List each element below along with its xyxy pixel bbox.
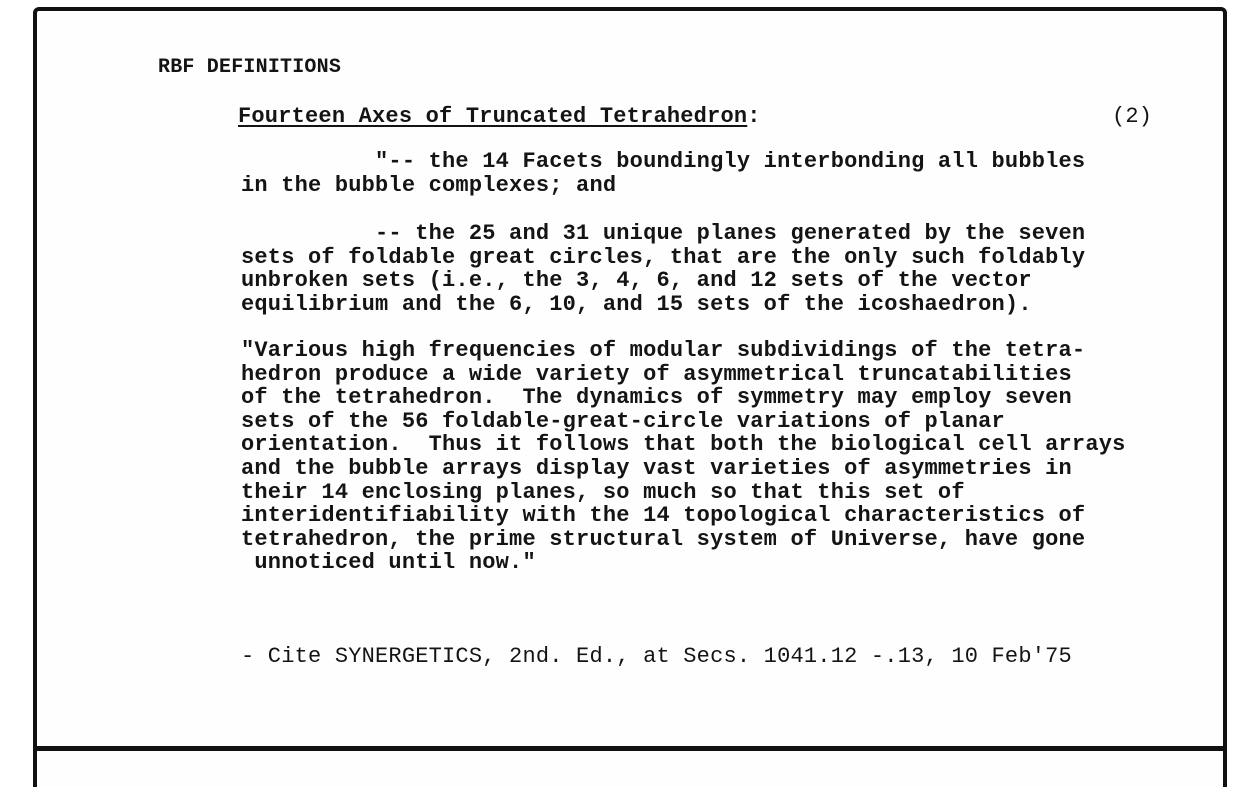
- definition-title: [238, 105, 761, 129]
- bottom-border-rule: [33, 746, 1227, 751]
- document-heading: RBF DEFINITIONS: [158, 56, 342, 79]
- paragraph-frequencies: "Various high frequencies of modular subdividings of the tetra- hedron produce a wide variety of asymmetrical truncatabilities of the tetrahedron. The dynamics of symmetry may employ seven sets of the 56 foldable-great-circle variations of planar orientation. Thus it follows that both the biological cell arrays and the bubble arrays display vast varieties of asymmetries in their 14 enclosing planes, so much so that this set of interidentifiability with the 14 topological characteristics of tetrahedron, the prime structural system of Universe, have gone unnoticed until now.": [241, 338, 1126, 576]
- paragraph-planes: -- the 25 and 31 unique planes generated by the seven sets of foldable great circles, that are the only such foldably unbroken sets (i.e., the 3, 4, 6, and 12 sets of the vector equilibrium and the 6, 10, and 15 sets of the icoshaedron).: [241, 221, 1086, 317]
- paragraph-facets: "-- the 14 Facets boundingly interbonding all bubbles in the bubble complexes; and: [241, 149, 1086, 198]
- definition-title-colon: :: [747, 104, 761, 129]
- page-number: (2): [1112, 104, 1153, 129]
- definition-title-text: Fourteen Axes of Truncated Tetrahedron: [238, 104, 748, 129]
- citation: - Cite SYNERGETICS, 2nd. Ed., at Secs. 1041.12 -.13, 10 Feb'75: [241, 644, 1072, 669]
